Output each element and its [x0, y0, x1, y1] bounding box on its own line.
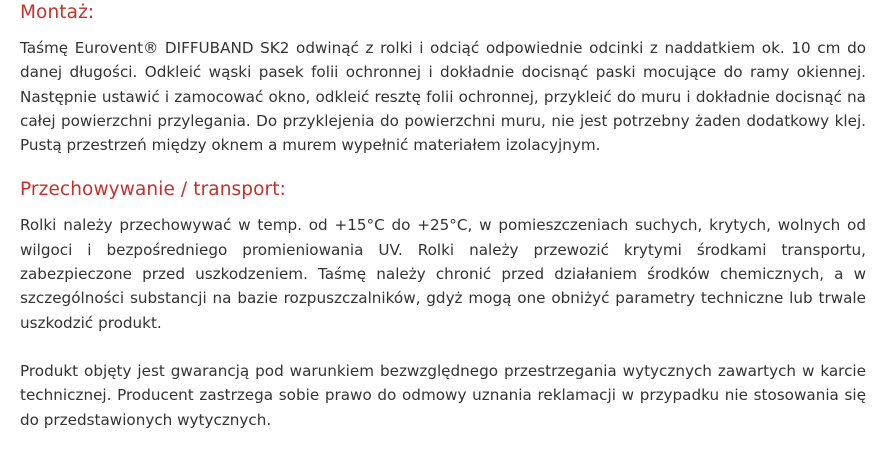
product-description	[20, 0, 866, 432]
paragraph-przechowywanie: Rolki należy przechowywać w temp. od +15°C do +25°C, w pomieszczeniach suchych, krytych, wolnych od wilgoci i bezpośredniego promieniowania UV. Rolki należy przewozić krytymi środkami transportu, zabezpieczone przed uszkodzeniem. Taśmę należy chronić przed działaniem środków chemicznych, a w szczególności substancji na bazie rozpuszczalników, gdyż mogą one obniżyć parametry techniczne lub trwale uszkodzić produkt.	[20, 216, 866, 332]
paragraph-gwarancja: Produkt objęty jest gwarancją pod warunkiem bezwzględnego przestrzegania wytycznych zawartych w karcie technicznej. Producent zastrzega sobie prawo do odmowy uznania reklamacji w przypadku nie stosowania się do przedstawionych wytycznych.	[20, 361, 866, 429]
section-heading-montaz: Montaż:	[20, 2, 95, 23]
paragraph-montaz: Taśmę Eurovent® DIFFUBAND SK2 odwinąć z rolki i odciąć odpowiednie odcinki z naddatkiem ok. 10 cm do danej długości. Odkleić wąski pasek folii ochronnej i dokładnie docisnąć paski mocujące do ramy okiennej. Następnie ustawić i zamocować okno, odkleić resztę folii ochronnej, przykleić do muru i dokładnie docisnąć na całej powierzchni przylegania. Do przyklejenia do powierzchni muru, nie jest potrzebny żaden dodatkowy klej. Pustą przestrzeń między oknem a murem wypełnić materiałem izolacyjnym.	[20, 39, 866, 155]
section-heading-przechowywanie: Przechowywanie / transport:	[20, 179, 286, 201]
